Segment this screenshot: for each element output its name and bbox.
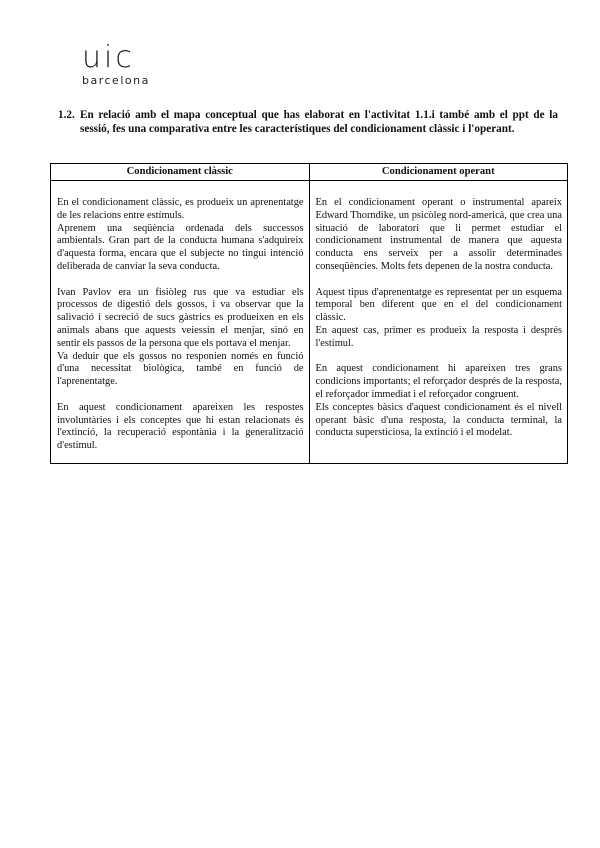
logo-city: barcelona <box>82 74 150 87</box>
table-body-row <box>51 181 568 464</box>
question-heading <box>58 108 558 136</box>
classic-paragraph: En el condicionament clàssic, es produeix un aprenentatge de les relacions entre estímuls. <box>57 197 304 221</box>
classic-paragraph: En aquest condicionament apareixen les respostes involuntàries i els conceptes que hi estan relacionats és l'extinció, la recuperació espontània i la generalització d'estímul. <box>57 401 304 452</box>
operant-column <box>309 181 568 464</box>
classic-column <box>51 181 310 464</box>
uic-logo <box>82 40 150 87</box>
classic-paragraph: Ivan Pavlov era un fisiòleg rus que va estudiar els processos de digestió dels gossos, i va observar que la salivació i secreció de sucs gàstrics es produeixen en els animals abans que aquests veiessin el menjar, sinó en sentir els passos de la persona que els portava el menjar. <box>57 286 304 349</box>
operant-paragraph: En aquest cas, primer es produeix la resposta i després l'estímul. <box>315 324 562 349</box>
question-number: 1.2. <box>58 109 75 121</box>
operant-paragraph: En el condicionament operant o instrumental apareix Edward Thorndike, un psicòleg nord-americà, que crea una situació de laboratori que li permet estudiar el condicionament instrumental de manera que aquesta conducta ens serveix per a assolir determinades conseqüències. Molts fets depenen de la nostra conducta. <box>315 197 562 272</box>
classic-paragraph: Aprenem una seqüència ordenada dels successos ambientals. Gran part de la conducta humana s'adquireix d'aquesta forma, encara que el subjecte no tingui intenció deliberada de canviar la seva conducta. <box>57 222 304 272</box>
table-header-row <box>51 164 568 181</box>
operant-paragraph: En aquest condicionament hi apareixen tres grans condicions importants; el reforçador després de la resposta, el reforçador immediat i el reforçador congruent. <box>315 363 562 400</box>
question-text: En relació amb el mapa conceptual que has elaborat en l'activitat 1.1.i també amb el ppt de la sessió, fes una comparativa entre les característiques del condicionament clàssic i l'operant. <box>80 109 558 135</box>
logo-mark: uic <box>82 40 135 75</box>
operant-paragraph: Aquest tipus d'aprenentatge es representat per un esquema temporal ben diferent que en el del condicionament clàssic. <box>315 286 562 324</box>
operant-paragraph: Els conceptes bàsics d'aquest condicionament és el nivell operant bàsic d'una resposta, la conducta terminal, la conducta supersticiosa, la extinció i el modelat. <box>315 401 562 439</box>
header-operant: Condicionament operant <box>309 164 568 181</box>
comparison-table <box>50 163 568 464</box>
header-classic: Condicionament clàssic <box>51 164 310 181</box>
classic-paragraph: Va deduir que els gossos no responien només en funció d'una necessitat biològica, també en funció de l'aprenentatge. <box>57 350 304 388</box>
